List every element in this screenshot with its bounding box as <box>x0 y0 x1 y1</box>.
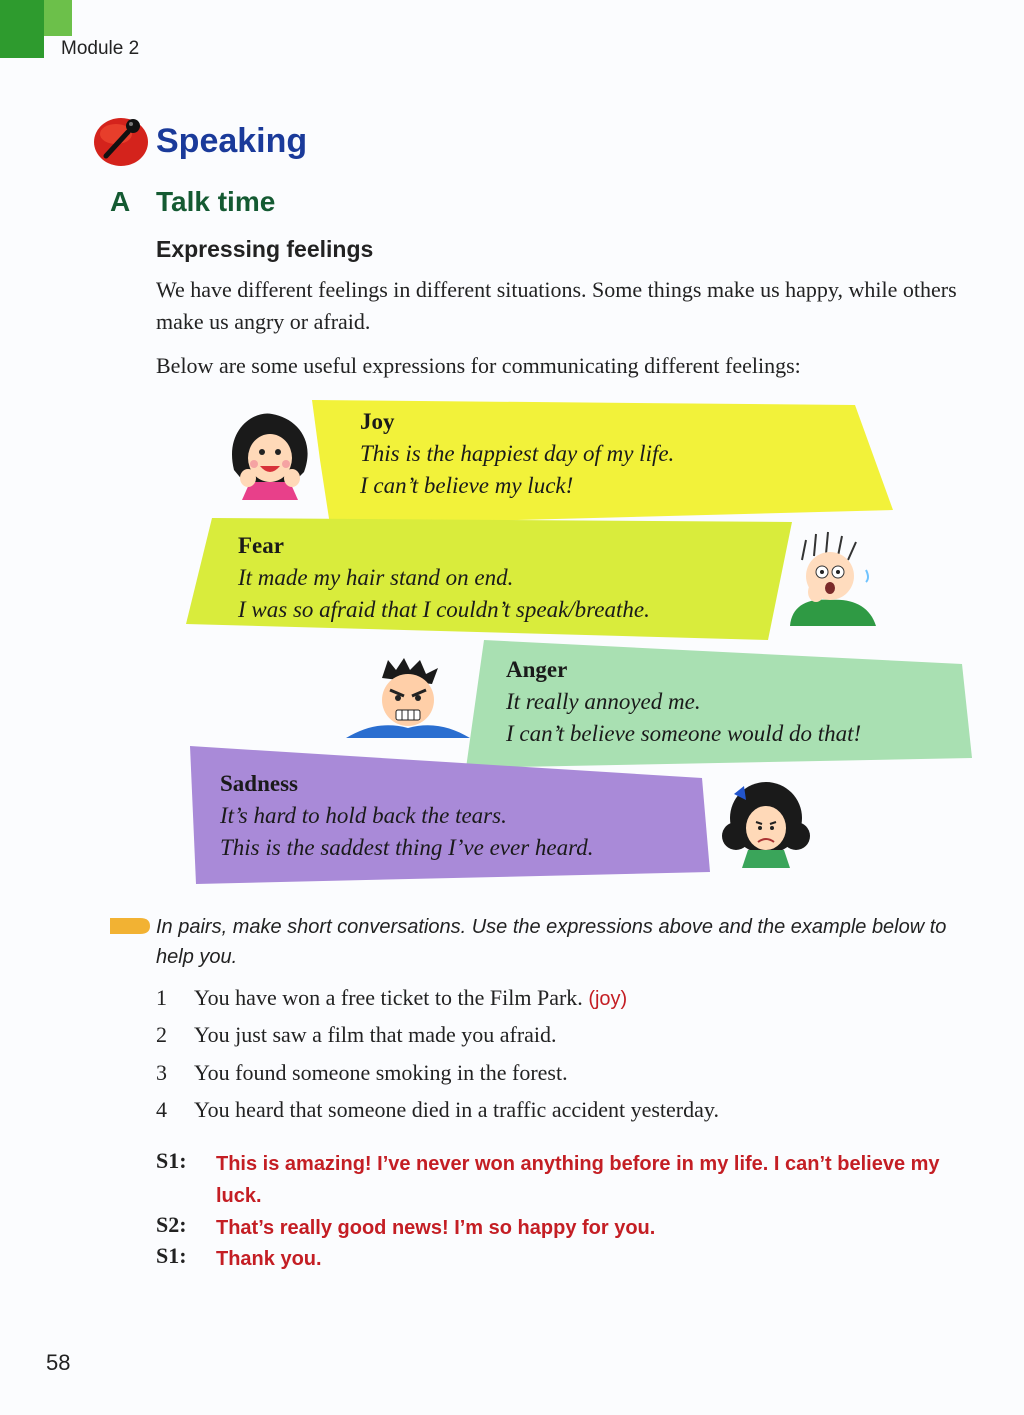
expression: I was so afraid that I couldn’t speak/breathe. <box>238 597 650 622</box>
joy-girl-illustration <box>224 410 316 500</box>
expression: This is the happiest day of my life. <box>360 441 675 466</box>
module-label: Module 2 <box>61 38 140 59</box>
intro-lead: Below are some useful expressions for communicating different feelings: <box>156 353 801 378</box>
item-text: You heard that someone died in a traffic accident yesterday. <box>194 1097 719 1122</box>
page-number: 58 <box>46 1350 71 1375</box>
expression: It really annoyed me. <box>506 689 701 714</box>
item-number: 4 <box>156 1097 167 1122</box>
anger-man-illustration <box>346 656 470 740</box>
intro-paragraph: We have different feelings in different situations. Some things make us happy, while others make us angry or afraid. <box>156 277 957 334</box>
sadness-girl-illustration <box>716 778 816 868</box>
subsection-title: Expressing feelings <box>156 236 374 262</box>
list-item <box>156 1022 557 1048</box>
expression: It’s hard to hold back the tears. <box>220 803 507 828</box>
item-number: 1 <box>156 985 167 1010</box>
task-instruction: In pairs, make short conversations. Use the expressions above and the example below to help you. <box>156 916 947 968</box>
dialogue-line: Thank you. <box>216 1248 322 1270</box>
feeling-sadness <box>220 768 593 864</box>
expression: This is the saddest thing I’ve ever heard. <box>220 835 594 860</box>
feeling-title: Anger <box>506 657 568 682</box>
list-item <box>156 1060 568 1086</box>
dialogue-speaker: S2: <box>156 1212 187 1237</box>
dialogue-speaker: S1: <box>156 1148 187 1173</box>
fear-man-illustration <box>782 530 880 626</box>
section-letter: A <box>110 186 131 217</box>
dialogue-speaker: S1: <box>156 1243 187 1268</box>
item-hint: (joy) <box>588 988 628 1010</box>
item-text: You have won a free ticket to the Film Park. <box>194 985 583 1010</box>
section-heading: Speaking <box>156 122 308 160</box>
item-text: You found someone smoking in the forest. <box>194 1060 568 1085</box>
list-item <box>156 1097 719 1123</box>
expression: It made my hair stand on end. <box>238 565 514 590</box>
item-text: You just saw a film that made you afraid. <box>194 1022 557 1047</box>
dialogue-line: This is amazing! I’ve never won anything before in my life. I can’t believe my luck. <box>216 1153 940 1207</box>
feeling-anger <box>506 654 861 750</box>
feeling-fear <box>238 530 650 626</box>
feeling-title: Fear <box>238 533 284 558</box>
list-item <box>156 985 627 1011</box>
feeling-joy <box>360 406 674 502</box>
expression: I can’t believe someone would do that! <box>506 721 862 746</box>
feeling-title: Joy <box>360 409 395 434</box>
item-number: 2 <box>156 1022 167 1047</box>
task-marker-icon <box>110 916 150 936</box>
dialogue-line: That’s really good news! I’m so happy for you. <box>216 1217 656 1239</box>
expression: I can’t believe my luck! <box>360 473 574 498</box>
section-title: Talk time <box>156 186 276 217</box>
item-number: 3 <box>156 1060 167 1085</box>
feeling-title: Sadness <box>220 771 298 796</box>
